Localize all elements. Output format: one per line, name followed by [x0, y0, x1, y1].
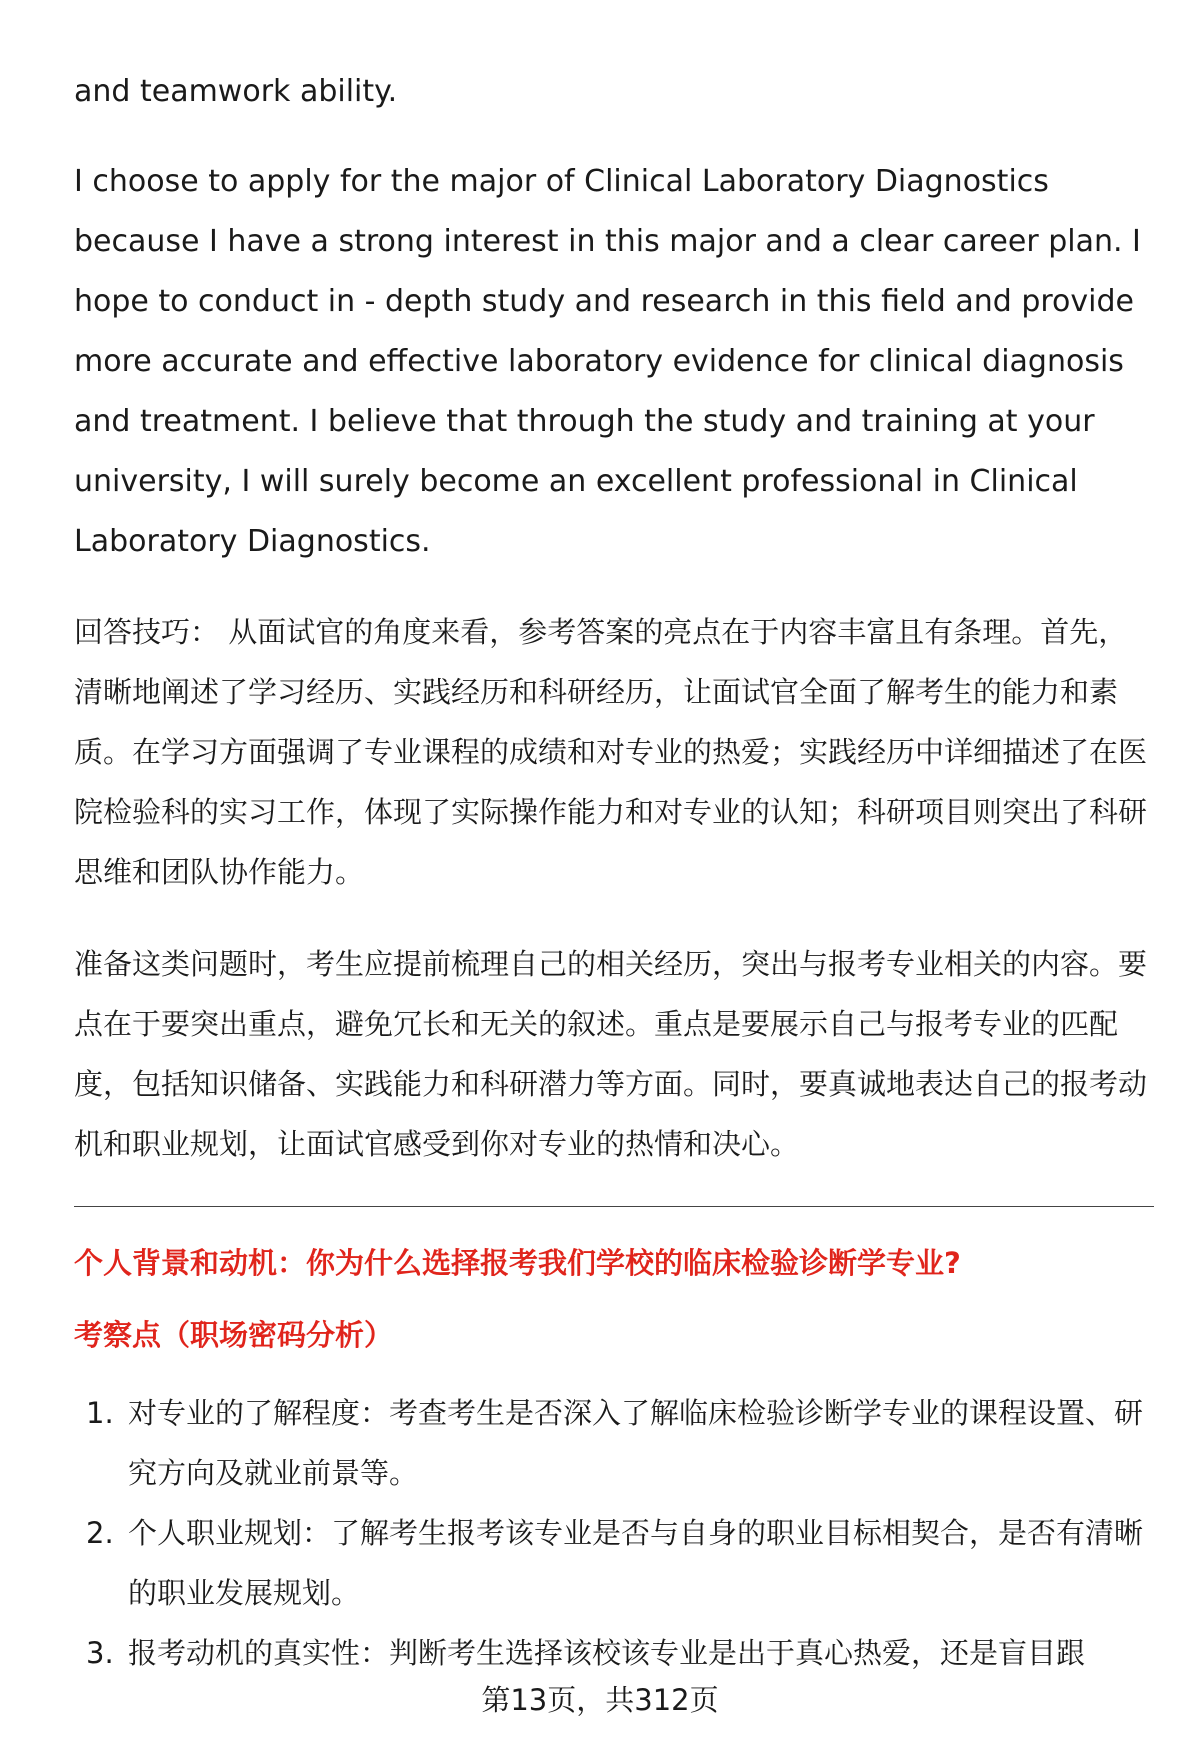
- list-item-number: 1.: [86, 1396, 114, 1430]
- paragraph-en-2: I choose to apply for the major of Clinical Laboratory Diagnostics because I have a strong interest in this major and a clear career plan. I hope to conduct in - depth study and research in this field and provide more accurate and effective laboratory evidence for clinical diagnosis and treatment. I believe that through the study and training at your university, I will surely become an excellent professional in Clinical Laboratory Diagnostics.: [74, 164, 1141, 559]
- paragraph-en-1: and teamwork ability.: [74, 74, 398, 109]
- list-item-text: 报考动机的真实性：判断考生选择该校该专业是出于真心热爱，还是盲目跟: [128, 1636, 1086, 1670]
- section-divider: [74, 1206, 1154, 1207]
- list-item-text: 对专业的了解程度：考查考生是否深入了解临床检验诊断学专业的课程设置、研究方向及就业前景等。: [128, 1396, 1144, 1490]
- preparation-paragraph: 准备这类问题时，考生应提前梳理自己的相关经历，突出与报考专业相关的内容。要点在于要突出重点，避免冗长和无关的叙述。重点是要展示自己与报考专业的匹配度，包括知识储备、实践能力和科研潜力等方面。同时，要真诚地表达自己的报考动机和职业规划，让面试官感受到你对专业的热情和决心。: [74, 947, 1148, 1161]
- question-heading: 个人背景和动机：你为什么选择报考我们学校的临床检验诊断学专业?: [74, 1246, 961, 1280]
- list-item: [74, 1623, 1154, 1683]
- page-number-footer: 第13页，共312页: [481, 1683, 719, 1717]
- points-heading: 考察点（职场密码分析）: [74, 1318, 394, 1352]
- answer-tips-paragraph: 回答技巧： 从面试官的角度来看，参考答案的亮点在于内容丰富且有条理。首先，清晰地阐述了学习经历、实践经历和科研经历，让面试官全面了解考生的能力和素质。在学习方面强调了专业课程的成绩和对专业的热爱；实践经历中详细描述了在医院检验科的实习工作，体现了实际操作能力和对专业的认知；科研项目则突出了科研思维和团队协作能力。: [74, 615, 1148, 889]
- assessment-points-list: [74, 1383, 1154, 1683]
- list-item-number: 3.: [86, 1636, 114, 1670]
- list-item-text: 个人职业规划：了解考生报考该专业是否与自身的职业目标相契合，是否有清晰的职业发展规划。: [128, 1516, 1144, 1610]
- list-item-number: 2.: [86, 1516, 114, 1550]
- document-body: [74, 62, 1154, 1683]
- list-item: [74, 1383, 1154, 1503]
- list-item: [74, 1503, 1154, 1623]
